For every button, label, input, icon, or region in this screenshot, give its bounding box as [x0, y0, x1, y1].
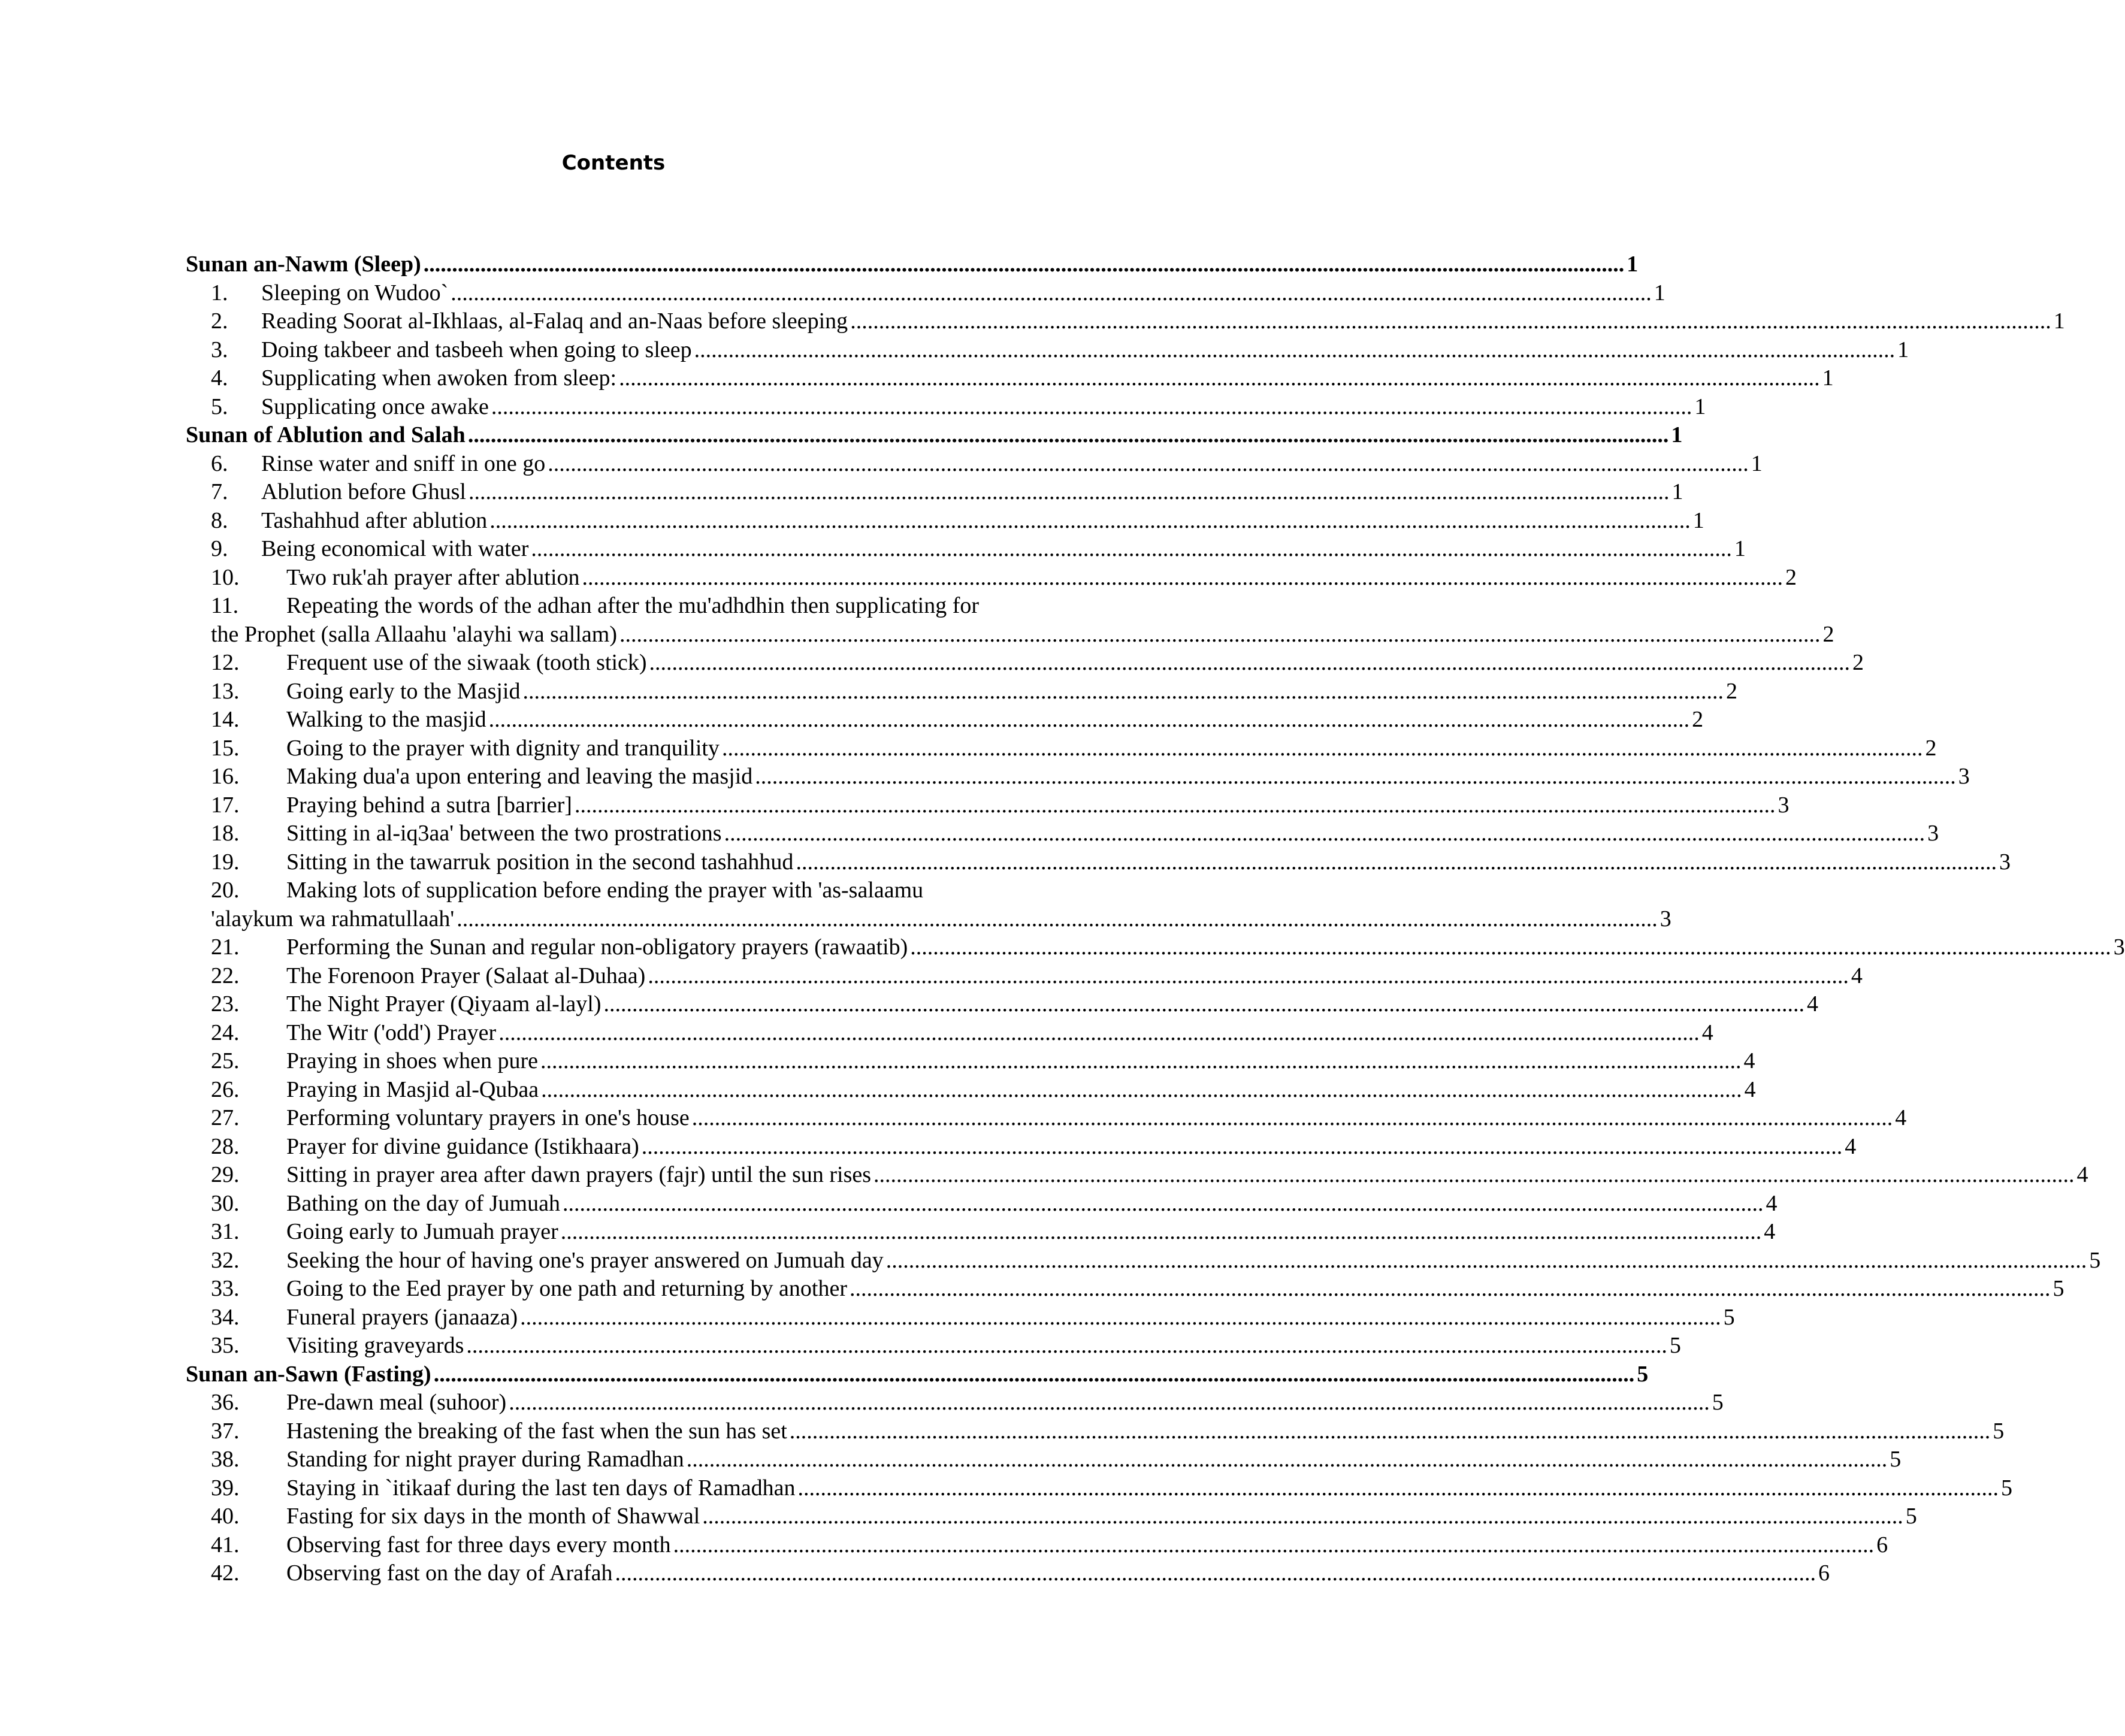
dot-leader [468, 421, 1669, 450]
dot-leader [724, 819, 1926, 848]
entry-number: 32. [211, 1247, 240, 1273]
entry-number: 9. [211, 536, 228, 561]
entry-number: 2. [211, 309, 228, 334]
entry-page-number: 1 [1897, 337, 1909, 362]
toc-entry[interactable] [186, 1417, 2005, 1446]
entry-page-number: 4 [1895, 1105, 1907, 1130]
entry-title: Observing fast for three days every month [286, 1532, 671, 1557]
page-title: Contents [561, 151, 666, 175]
entry-page-number: 3 [1660, 906, 1671, 931]
entry-title: Sunan an-Sawn (Fasting) [186, 1361, 431, 1387]
entry-number: 23. [211, 991, 240, 1017]
entry-number: 41. [211, 1532, 240, 1557]
toc-entry[interactable] [186, 876, 1671, 933]
toc-entry[interactable] [186, 1275, 2064, 1303]
entry-number: 27. [211, 1105, 240, 1130]
toc-entry[interactable] [186, 1218, 1776, 1247]
entry-page-number: 4 [1766, 1190, 1778, 1216]
toc-entry[interactable] [186, 1019, 1713, 1048]
entry-title: Supplicating when awoken from sleep: [261, 365, 617, 391]
toc-entry[interactable] [186, 1502, 1917, 1531]
entry-page-number: 1 [1694, 394, 1706, 419]
toc-entry[interactable] [186, 1247, 2101, 1275]
dot-leader [722, 734, 1923, 763]
toc-entry[interactable] [186, 307, 2065, 336]
toc-entry[interactable] [186, 1190, 1778, 1218]
entry-number: 4. [211, 365, 228, 391]
entry-number: 17. [211, 792, 240, 818]
toc-entry[interactable] [186, 535, 1746, 564]
entry-title: Performing voluntary prayers in one's house [286, 1105, 690, 1130]
toc-entry[interactable] [186, 848, 2011, 877]
dot-leader [910, 933, 2111, 962]
dot-leader [489, 706, 1690, 734]
dot-leader [451, 279, 1652, 308]
entry-page-number: 6 [1818, 1560, 1830, 1586]
dot-leader [489, 507, 1691, 536]
entry-number: 26. [211, 1076, 240, 1102]
dot-leader [702, 1502, 1903, 1531]
entry-page-number: 2 [1725, 678, 1737, 704]
entry-title: Making lots of supplication before ending the prayer with 'as-salaamu [286, 878, 924, 903]
entry-title: Funeral prayers (janaaza) [286, 1304, 518, 1330]
entry-title: Supplicating once awake [261, 394, 489, 419]
entry-title: Rinse water and sniff in one go [261, 450, 546, 476]
entry-page-number: 1 [1692, 507, 1704, 533]
dot-leader [796, 848, 1997, 877]
entry-number: 42. [211, 1560, 240, 1586]
toc-entry[interactable] [186, 336, 1909, 365]
toc-entry[interactable] [186, 1559, 1830, 1588]
entry-page-number: 2 [1852, 650, 1864, 675]
entry-title: Standing for night prayer during Ramadhan [286, 1447, 684, 1472]
entry-title: Visiting graveyards [286, 1333, 464, 1358]
entry-title: Sunan of Ablution and Salah [186, 422, 465, 447]
toc-entry[interactable] [186, 592, 1834, 649]
entry-page-number: 2 [1925, 735, 1937, 761]
entry-title-continued: the Prophet (salla Allaahu 'alayhi wa sallam) [211, 621, 617, 647]
entry-page-number: 5 [1712, 1390, 1724, 1415]
dot-leader [434, 1360, 1635, 1389]
toc-section-entry[interactable] [186, 250, 1639, 279]
entry-title: Tashahhud after ablution [261, 507, 488, 533]
entry-page-number: 1 [2053, 309, 2065, 334]
dot-leader [498, 1019, 1700, 1048]
entry-title: Sleeping on Wudoo` [261, 280, 449, 306]
entry-page-number: 5 [1723, 1304, 1735, 1330]
entry-title: The Night Prayer (Qiyaam al-layl) [286, 991, 601, 1017]
dot-leader [540, 1047, 1742, 1076]
entry-number: 14. [211, 707, 240, 732]
dot-leader [850, 1275, 2051, 1303]
dot-leader [673, 1531, 1875, 1560]
entry-page-number: 5 [2089, 1247, 2101, 1273]
dot-leader [561, 1218, 1762, 1247]
entry-page-number: 4 [1764, 1219, 1776, 1244]
dot-leader [886, 1247, 2087, 1275]
entry-page-number: 4 [1845, 1133, 1857, 1159]
entry-number: 11. [211, 593, 239, 618]
dot-leader [649, 649, 1851, 678]
entry-page-number: 4 [1851, 963, 1863, 988]
table-of-contents [186, 250, 2125, 1588]
dot-leader [491, 393, 1692, 422]
dot-leader [575, 791, 1776, 820]
toc-entry[interactable] [186, 1161, 2088, 1190]
entry-number: 29. [211, 1162, 240, 1187]
entry-number: 16. [211, 764, 240, 789]
entry-title: Staying in `itikaaf during the last ten days of Ramadhan [286, 1475, 796, 1501]
dot-leader [798, 1474, 1999, 1503]
entry-page-number: 1 [1671, 422, 1683, 447]
dot-leader [468, 478, 1670, 507]
entry-title: Going to the prayer with dignity and tranquility [286, 735, 720, 761]
entry-number: 40. [211, 1504, 240, 1529]
entry-page-number: 1 [1654, 280, 1665, 306]
toc-entry[interactable] [186, 279, 1665, 308]
entry-title: Observing fast on the day of Arafah [286, 1560, 613, 1586]
entry-title: Sunan an-Nawm (Sleep) [186, 252, 421, 277]
entry-page-number: 4 [2076, 1162, 2088, 1187]
dot-leader [615, 1559, 1816, 1588]
dot-leader [692, 1104, 1893, 1133]
entry-title: Sitting in the tawarruk position in the second tashahhud [286, 849, 794, 875]
toc-entry[interactable] [186, 962, 1863, 991]
toc-entry[interactable] [186, 450, 1763, 479]
entry-page-number: 1 [1627, 252, 1639, 277]
entry-title-continued: 'alaykum wa rahmatullaah' [211, 906, 455, 931]
entry-title: Praying behind a sutra [barrier] [286, 792, 572, 818]
entry-page-number: 2 [1822, 621, 1834, 647]
toc-entry[interactable] [186, 990, 1818, 1019]
entry-page-number: 3 [1778, 792, 1790, 818]
entry-title: Bathing on the day of Jumuah [286, 1190, 560, 1216]
toc-entry[interactable] [186, 1332, 1681, 1360]
entry-page-number: 3 [2113, 934, 2125, 960]
entry-title: Repeating the words of the adhan after the mu'adhdhin then supplicating for [286, 593, 980, 618]
dot-leader [582, 564, 1784, 592]
entry-title: The Witr ('odd') Prayer [286, 1020, 497, 1045]
entry-title: The Forenoon Prayer (Salaat al-Duhaa) [286, 963, 646, 988]
dot-leader [520, 1303, 1721, 1332]
toc-entry[interactable] [186, 1133, 1857, 1162]
dot-leader [694, 336, 1896, 365]
toc-entry[interactable] [186, 1047, 1755, 1076]
entry-title: Prayer for divine guidance (Istikhaara) [286, 1133, 639, 1159]
entry-number: 31. [211, 1219, 240, 1244]
entry-number: 33. [211, 1276, 240, 1301]
dot-leader [603, 990, 1804, 1019]
entry-page-number: 5 [2053, 1276, 2064, 1301]
entry-page-number: 4 [1806, 991, 1818, 1017]
dot-leader [619, 364, 1820, 393]
dot-leader [457, 905, 1658, 934]
entry-page-number: 1 [1734, 536, 1746, 561]
entry-number: 28. [211, 1133, 240, 1159]
toc-entry[interactable] [186, 1076, 1756, 1105]
entry-number: 39. [211, 1475, 240, 1501]
entry-number: 37. [211, 1418, 240, 1444]
dot-leader [648, 962, 1849, 991]
entry-page-number: 5 [1905, 1504, 1917, 1529]
dot-leader [755, 763, 1956, 791]
entry-title: Seeking the hour of having one's prayer answered on Jumuah day [286, 1247, 884, 1273]
entry-number: 15. [211, 735, 240, 761]
entry-number: 35. [211, 1333, 240, 1358]
dot-leader [642, 1133, 1843, 1162]
entry-page-number: 4 [1701, 1020, 1713, 1045]
dot-leader [790, 1417, 1991, 1446]
dot-leader [424, 250, 1625, 279]
entry-number: 22. [211, 963, 240, 988]
toc-entry[interactable] [186, 1474, 2013, 1503]
toc-entry[interactable] [186, 364, 1834, 393]
entry-title: Reading Soorat al-Ikhlaas, al-Falaq and an-Naas before sleeping [261, 309, 848, 334]
entry-page-number: 1 [1822, 365, 1834, 391]
toc-entry[interactable] [186, 791, 1790, 820]
entry-page-number: 5 [1890, 1447, 1902, 1472]
dot-leader [541, 1076, 1742, 1105]
entry-number: 8. [211, 507, 228, 533]
entry-number: 25. [211, 1048, 240, 1073]
toc-entry[interactable] [186, 1104, 1907, 1133]
entry-number: 12. [211, 650, 240, 675]
toc-entry[interactable] [186, 478, 1683, 507]
entry-title: Being economical with water [261, 536, 529, 561]
toc-entry[interactable] [186, 393, 1706, 422]
entry-title: Ablution before Ghusl [261, 479, 466, 504]
dot-leader [687, 1445, 1888, 1474]
entry-page-number: 5 [2001, 1475, 2013, 1501]
entry-number: 20. [211, 878, 240, 903]
entry-page-number: 5 [1637, 1361, 1649, 1387]
toc-entry[interactable] [186, 1531, 1888, 1560]
entry-number: 30. [211, 1190, 240, 1216]
entry-number: 38. [211, 1447, 240, 1472]
entry-page-number: 3 [1999, 849, 2011, 875]
entry-title: Doing takbeer and tasbeeh when going to sleep [261, 337, 692, 362]
toc-entry[interactable] [186, 819, 1939, 848]
toc-entry[interactable] [186, 1445, 1902, 1474]
dot-leader [509, 1389, 1710, 1417]
entry-page-number: 2 [1692, 707, 1704, 732]
toc-entry[interactable] [186, 678, 1737, 706]
toc-entry[interactable] [186, 564, 1797, 592]
entry-number: 18. [211, 821, 240, 846]
dot-leader [466, 1332, 1667, 1360]
entry-page-number: 5 [1993, 1418, 2005, 1444]
toc-entry[interactable] [186, 734, 1937, 763]
entry-title: Hastening the breaking of the fast when the sun has set [286, 1418, 787, 1444]
entry-title: Performing the Sunan and regular non-obligatory prayers (rawaatib) [286, 934, 908, 960]
entry-number: 6. [211, 450, 228, 476]
dot-leader [850, 307, 2051, 336]
entry-page-number: 4 [1744, 1076, 1756, 1102]
entry-page-number: 4 [1743, 1048, 1755, 1073]
entry-page-number: 3 [1958, 764, 1970, 789]
dot-leader [548, 450, 1749, 479]
entry-title: Praying in Masjid al-Qubaa [286, 1076, 539, 1102]
entry-title: Pre-dawn meal (suhoor) [286, 1390, 507, 1415]
entry-title: Two ruk'ah prayer after ablution [286, 564, 580, 590]
entry-number: 24. [211, 1020, 240, 1045]
toc-entry[interactable] [186, 649, 1864, 678]
entry-number: 13. [211, 678, 240, 704]
entry-title: Frequent use of the siwaak (tooth stick) [286, 650, 647, 675]
dot-leader [873, 1161, 2075, 1190]
entry-title: Sitting in prayer area after dawn prayers (fajr) until the sun rises [286, 1162, 872, 1187]
entry-page-number: 1 [1751, 450, 1763, 476]
entry-title: Walking to the masjid [286, 707, 486, 732]
entry-title: Going to the Eed prayer by one path and returning by another [286, 1276, 847, 1301]
dot-leader [531, 535, 1732, 564]
entry-title: Going early to Jumuah prayer [286, 1219, 558, 1244]
entry-number: 3. [211, 337, 228, 362]
toc-entry[interactable] [186, 1303, 1735, 1332]
entry-number: 7. [211, 479, 228, 504]
entry-page-number: 1 [1671, 479, 1683, 504]
entry-title: Fasting for six days in the month of Shawwal [286, 1504, 700, 1529]
entry-title: Going early to the Masjid [286, 678, 521, 704]
entry-number: 10. [211, 564, 240, 590]
entry-page-number: 6 [1876, 1532, 1888, 1557]
dot-leader [522, 678, 1724, 706]
dot-leader [563, 1190, 1764, 1218]
toc-section-entry[interactable] [186, 1360, 1649, 1389]
toc-entry[interactable] [186, 763, 1970, 791]
entry-number: 34. [211, 1304, 240, 1330]
toc-entry[interactable] [186, 706, 1704, 734]
entry-number: 19. [211, 849, 240, 875]
entry-title: Sitting in al-iq3aa' between the two prostrations [286, 821, 722, 846]
entry-number: 21. [211, 934, 240, 960]
toc-entry[interactable] [186, 1389, 1724, 1417]
entry-title: Making dua'a upon entering and leaving the masjid [286, 764, 753, 789]
toc-entry[interactable] [186, 507, 1704, 536]
toc-entry[interactable] [186, 933, 2125, 962]
entry-page-number: 3 [1927, 821, 1939, 846]
dot-leader [619, 621, 1821, 649]
entry-page-number: 5 [1669, 1333, 1681, 1358]
entry-page-number: 2 [1785, 564, 1797, 590]
entry-number: 1. [211, 280, 228, 306]
entry-number: 36. [211, 1390, 240, 1415]
entry-title: Praying in shoes when pure [286, 1048, 539, 1073]
entry-number: 5. [211, 394, 228, 419]
toc-section-entry[interactable] [186, 421, 1683, 450]
